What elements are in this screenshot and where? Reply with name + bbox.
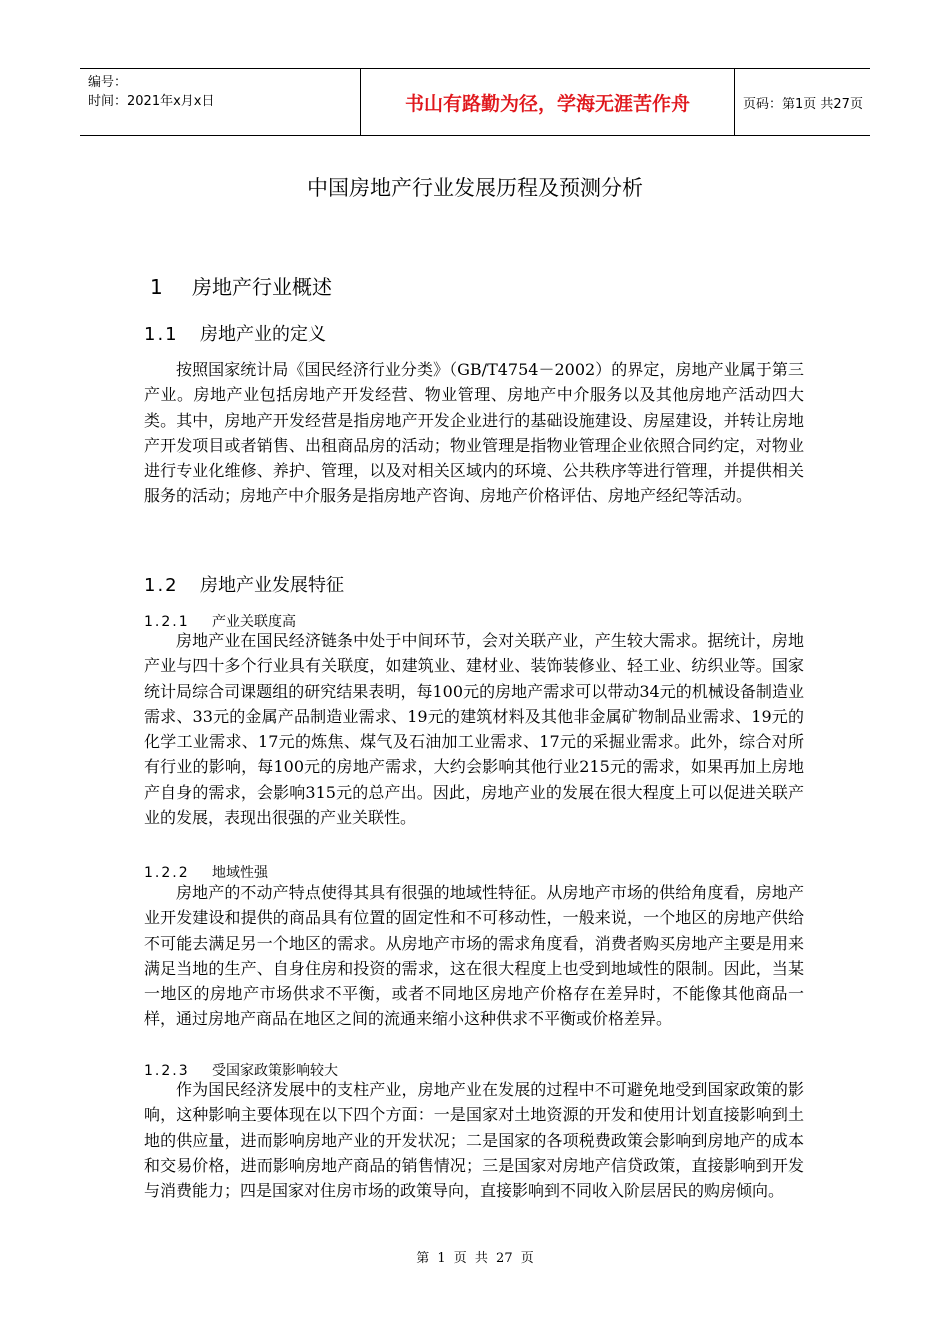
- header-info: [88, 73, 278, 111]
- section-title: 房地产业的定义: [200, 324, 326, 345]
- header-time: 时间：2021年x月x日: [88, 94, 215, 109]
- section-title: 房地产业发展特征: [200, 575, 344, 596]
- section-heading-1-2: [144, 571, 344, 597]
- header-number: 编号：: [88, 75, 128, 90]
- section-title: 地域性强: [212, 865, 268, 881]
- section-number: 1.2.1: [144, 614, 190, 630]
- paragraph-industry-linkage: 房地产业在国民经济链条中处于中间环节，会对关联产业，产生较大需求。据统计，房地产业与四十多个行业具有关联度，如建筑业、建材业、装饰装修业、轻工业、纺织业等。国家统计局综合司课题组的研究结果表明，每100元的房地产需求可以带动34元的机械设备制造业需求、33元的金属产品制造业需求、19元的建筑材料及其他非金属矿物制品业需求、19元的化学工业需求、17元的炼焦、煤气及石油加工业需求、17元的采掘业需求。此外，综合对所有行业的影响，每100元的房地产需求，大约会影响其他行业215元的需求，如果再加上房地产自身的需求，会影响315元的总产出。因此，房地产业的发展在很大程度上可以促进关联产业的发展，表现出很强的产业关联性。: [144, 631, 804, 828]
- page-footer: 第 1 页 共 27 页: [416, 1251, 534, 1266]
- paragraph-policy: 作为国民经济发展中的支柱产业，房地产业在发展的过程中不可避免地受到国家政策的影响，这种影响主要体现在以下四个方面：一是国家对土地资源的开发和使用计划直接影响到土地的供应量，进而影响房地产业的开发状况；二是国家的各项税费政策会影响到房地产的成本和交易价格，进而影响房地产商品的销售情况；三是国家对房地产信贷政策，直接影响到开发与消费能力；四是国家对住房市场的政策导向，直接影响到不同收入阶层居民的购房倾向。: [144, 1080, 804, 1201]
- section-number: 1.2.3: [144, 1063, 190, 1079]
- section-heading-1-2-2: [144, 862, 268, 882]
- section-number: 1.2.2: [144, 865, 190, 881]
- paragraph-definition: 按照国家统计局《国民经济行业分类》（GB/T4754－2002）的界定，房地产业属于第三产业。房地产业包括房地产开发经营、物业管理、房地产中介服务以及其他房地产活动四大类。其中，房地产开发经营是指房地产开发企业进行的基础设施建设、房屋建设，并转让房地产开发项目或者销售、出租商品房的活动；物业管理是指物业管理企业依照合同约定，对物业进行专业化维修、养护、管理，以及对相关区域内的环境、公共秩序等进行管理，并提供相关服务的活动；房地产中介服务是指房地产咨询、房地产价格评估、房地产经纪等活动。: [144, 360, 804, 506]
- header-page-code: 页码：第1页 共27页: [743, 96, 863, 112]
- header-motto-cell: [360, 69, 735, 135]
- section-title: 产业关联度高: [212, 614, 296, 630]
- section-number: 1.2: [144, 575, 179, 596]
- section-heading-1: [150, 271, 332, 300]
- page-header: [80, 68, 870, 136]
- paragraph-regional: 房地产的不动产特点使得其具有很强的地域性特征。从房地产市场的供给角度看，房地产业开发建设和提供的商品具有位置的固定性和不可移动性，一般来说，一个地区的房地产供给不可能去满足另一个地区的需求。从房地产市场的需求角度看，消费者购买房地产主要是用来满足当地的生产、自身住房和投资的需求，这在很大程度上也受到地域性的限制。因此，当某一地区的房地产市场供求不平衡，或者不同地区房地产价格存在差异时，不能像其他商品一样，通过房地产商品在地区之间的流通来缩小这种供求不平衡或价格差异。: [144, 883, 804, 1029]
- section-title: 房地产行业概述: [192, 275, 332, 299]
- document-title: 中国房地产行业发展历程及预测分析: [307, 176, 643, 200]
- header-motto: 书山有路勤为径，学海无涯苦作舟: [404, 92, 690, 115]
- section-number: 1: [150, 275, 163, 299]
- section-heading-1-1: [144, 320, 326, 346]
- section-number: 1.1: [144, 324, 179, 345]
- section-title: 受国家政策影响较大: [212, 1063, 338, 1079]
